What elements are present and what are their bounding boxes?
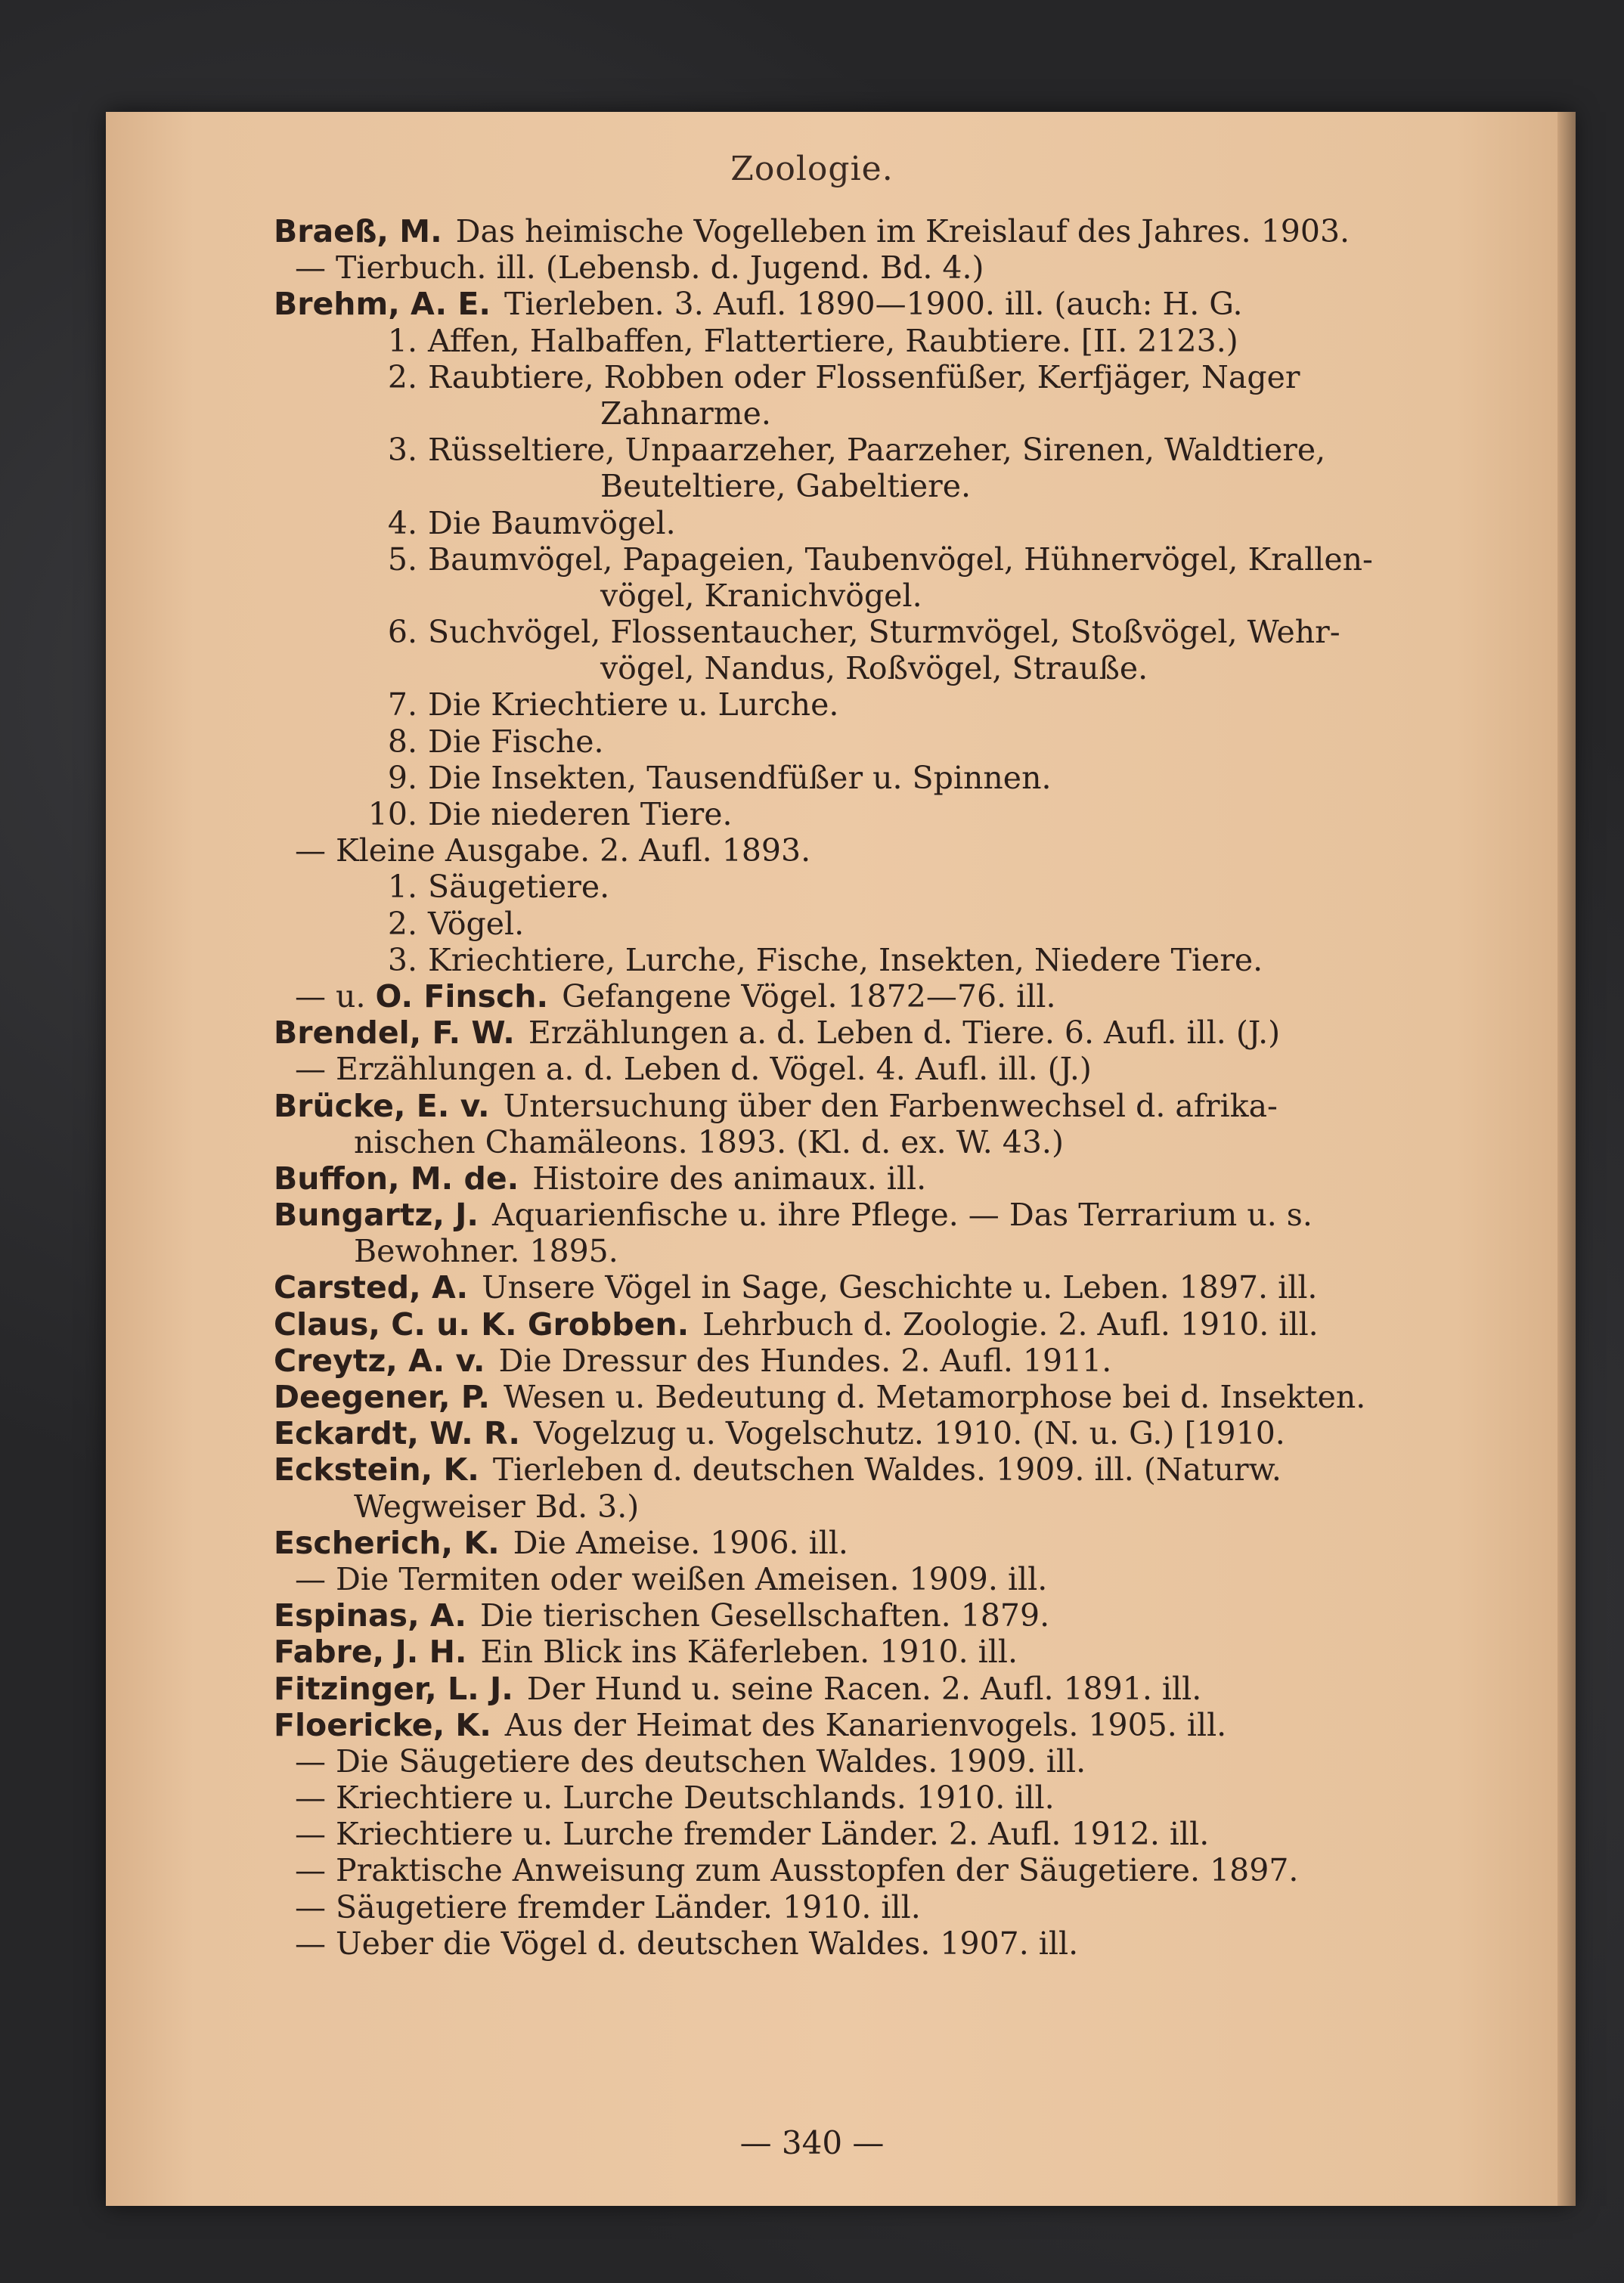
bibliography-list	[274, 213, 1430, 1962]
ditto-entry: — Kriechtiere u. Lurche fremder Länder. 2. Aufl. 1912. ill.	[295, 1816, 1210, 1853]
bibliography-line	[274, 1634, 1430, 1670]
entry-text: Vögel.	[428, 905, 525, 942]
bibliography-line	[274, 395, 1430, 432]
bibliography-line	[274, 578, 1430, 614]
bibliography-line	[274, 1160, 1430, 1197]
entry-text: Der Hund u. seine Racen. 2. Aufl. 1891. ill.	[526, 1670, 1202, 1707]
entry-text: Säugetiere.	[428, 869, 610, 906]
volume-number: 2.	[387, 905, 417, 942]
bibliography-line	[274, 1269, 1430, 1306]
ditto-entry: — Die Termiten oder weißen Ameisen. 1909. ill.	[295, 1560, 1048, 1597]
author-name: Floericke, K.	[274, 1706, 491, 1743]
bibliography-line	[274, 468, 1430, 504]
author-name: Espinas, A.	[274, 1597, 466, 1634]
bibliography-line	[274, 1852, 1430, 1888]
entry-text: Unsere Vögel in Sage, Geschichte u. Leben. 1897. ill.	[482, 1269, 1318, 1306]
bibliography-line	[274, 1451, 1430, 1488]
bibliography-line	[274, 686, 1430, 723]
bibliography-line	[274, 1415, 1430, 1451]
author-name: Claus, C. u. K. Grobben.	[274, 1306, 690, 1343]
bibliography-line	[274, 1014, 1430, 1051]
bibliography-line	[274, 869, 1430, 905]
ditto-entry: — Ueber die Vögel d. deutschen Waldes. 1907. ill.	[295, 1925, 1079, 1962]
bibliography-line	[274, 1525, 1430, 1561]
bibliography-line	[274, 1306, 1430, 1343]
author-name: Eckstein, K.	[274, 1451, 479, 1488]
entry-text: Die tierischen Gesellschaften. 1879.	[480, 1597, 1050, 1634]
author-name: Creytz, A. v.	[274, 1342, 485, 1379]
author-name: Eckardt, W. R.	[274, 1415, 520, 1452]
entry-text: Kriechtiere, Lurche, Fische, Insekten, Niedere Tiere.	[428, 941, 1263, 978]
bibliography-line	[274, 1707, 1430, 1743]
volume-number: 1.	[387, 322, 417, 359]
author-name: Deegener, P.	[274, 1379, 490, 1415]
bibliography-line	[274, 1889, 1430, 1925]
bibliography-line	[274, 359, 1430, 395]
entry-text: Die Insekten, Tausendfüßer u. Spinnen.	[428, 759, 1052, 796]
entry-text: Das heimische Vogelleben im Kreislauf des Jahres. 1903.	[455, 213, 1350, 249]
volume-number: 5.	[387, 541, 417, 578]
continuation-text: Wegweiser Bd. 3.)	[354, 1488, 640, 1525]
entry-text: Vogelzug u. Vogelschutz. 1910. (N. u. G.) [1910.	[533, 1415, 1285, 1452]
volume-number: 6.	[387, 614, 417, 651]
volume-number: 2.	[387, 358, 417, 395]
volume-number: 9.	[387, 759, 417, 796]
entry-text: Die Kriechtiere u. Lurche.	[428, 686, 839, 723]
bibliography-line	[274, 213, 1430, 249]
volume-number: 3.	[387, 941, 417, 978]
bibliography-line	[274, 1780, 1430, 1816]
continuation-text: Beuteltiere, Gabeltiere.	[600, 468, 971, 505]
ditto-entry: — Kleine Ausgabe. 2. Aufl. 1893.	[295, 832, 811, 869]
bibliography-line	[274, 1671, 1430, 1707]
author-name: Fitzinger, L. J.	[274, 1670, 513, 1707]
ditto-entry: — u.	[295, 977, 366, 1014]
entry-text: Affen, Halbaffen, Flattertiere, Raubtiere. [II. 2123.)	[428, 322, 1238, 359]
bibliography-line	[274, 249, 1430, 286]
continuation-text: vögel, Kranichvögel.	[600, 577, 922, 614]
entry-text: Untersuchung über den Farbenwechsel d. afrika-	[503, 1087, 1278, 1124]
ditto-entry: — Erzählungen a. d. Leben d. Vögel. 4. Aufl. ill. (J.)	[295, 1051, 1092, 1088]
bibliography-line	[274, 1597, 1430, 1634]
entry-text: Wesen u. Bedeutung d. Metamorphose bei d. Insekten.	[503, 1379, 1366, 1415]
bibliography-line	[274, 978, 1430, 1014]
bibliography-line	[274, 1743, 1430, 1780]
ditto-entry: — Säugetiere fremder Länder. 1910. ill.	[295, 1888, 921, 1925]
entry-text: Erzählungen a. d. Leben d. Tiere. 6. Aufl. ill. (J.)	[528, 1014, 1281, 1052]
continuation-text: vögel, Nandus, Roßvögel, Strauße.	[600, 650, 1148, 687]
entry-text: Rüsseltiere, Unpaarzeher, Paarzeher, Sirenen, Waldtiere,	[428, 432, 1326, 469]
entry-text: Tierleben d. deutschen Waldes. 1909. ill. (Naturw.	[492, 1451, 1282, 1488]
entry-text: Die niederen Tiere.	[428, 796, 733, 832]
entry-text: Tierleben. 3. Aufl. 1890—1900. ill. (auch: H. G.	[504, 286, 1243, 323]
entry-text: Aquarienfische u. ihre Pflege. — Das Terrarium u. s.	[492, 1197, 1313, 1234]
volume-number: 4.	[387, 504, 417, 541]
bibliography-line	[274, 1561, 1430, 1597]
bibliography-line	[274, 1816, 1430, 1852]
entry-text: Die Baumvögel.	[428, 504, 676, 541]
ditto-entry: — Die Säugetiere des deutschen Waldes. 1909. ill.	[295, 1742, 1086, 1780]
bibliography-line	[274, 760, 1430, 796]
author-name: Escherich, K.	[274, 1524, 500, 1561]
ditto-entry: — Tierbuch. ill. (Lebensb. d. Jugend. Bd. 4.)	[295, 249, 984, 287]
bibliography-line	[274, 1925, 1430, 1962]
bibliography-line	[274, 323, 1430, 359]
author-name: O. Finsch.	[375, 977, 549, 1014]
entry-text: Histoire des animaux. ill.	[532, 1160, 927, 1197]
author-name: Brendel, F. W.	[274, 1014, 515, 1052]
bibliography-line	[274, 286, 1430, 322]
bibliography-line	[274, 541, 1430, 578]
volume-number: 3.	[387, 432, 417, 469]
bibliography-line	[274, 505, 1430, 541]
author-name: Fabre, J. H.	[274, 1634, 467, 1671]
continuation-text: Bewohner. 1895.	[354, 1233, 618, 1270]
volume-number: 8.	[387, 723, 417, 760]
bibliography-line	[274, 432, 1430, 468]
bibliography-line	[274, 650, 1430, 686]
bibliography-line	[274, 832, 1430, 869]
bibliography-line	[274, 1379, 1430, 1415]
ditto-entry: — Kriechtiere u. Lurche Deutschlands. 1910. ill.	[295, 1780, 1055, 1817]
volume-number: 1.	[387, 869, 417, 906]
bibliography-line	[274, 723, 1430, 760]
page-number: — 340 —	[739, 2124, 885, 2161]
author-name: Bungartz, J.	[274, 1197, 479, 1234]
bibliography-line	[274, 942, 1430, 978]
ditto-entry: — Praktische Anweisung zum Ausstopfen der Säugetiere. 1897.	[295, 1852, 1299, 1889]
author-name: Braeß, M.	[274, 213, 442, 249]
bibliography-line	[274, 1051, 1430, 1087]
author-name: Brücke, E. v.	[274, 1087, 490, 1124]
volume-number: 10.	[367, 796, 417, 832]
entry-text: Lehrbuch d. Zoologie. 2. Aufl. 1910. ill.	[702, 1306, 1319, 1343]
bibliography-line	[274, 1197, 1430, 1233]
entry-text: Die Fische.	[428, 723, 604, 760]
entry-text: Raubtiere, Robben oder Flossenfüßer, Kerfjäger, Nager	[428, 358, 1300, 395]
continuation-text: nischen Chamäleons. 1893. (Kl. d. ex. W. 43.)	[354, 1123, 1064, 1160]
author-name: Buffon, M. de.	[274, 1160, 519, 1197]
bibliography-line	[274, 1343, 1430, 1379]
entry-text: Die Dressur des Hundes. 2. Aufl. 1911.	[498, 1342, 1112, 1379]
author-name: Brehm, A. E.	[274, 286, 491, 323]
bibliography-line	[274, 1233, 1430, 1269]
author-name: Carsted, A.	[274, 1269, 469, 1306]
bibliography-line	[274, 614, 1430, 650]
entry-text: Ein Blick ins Käferleben. 1910. ill.	[480, 1634, 1018, 1671]
entry-text: Aus der Heimat des Kanarienvogels. 1905. ill.	[504, 1706, 1227, 1743]
entry-text: Gefangene Vögel. 1872—76. ill.	[562, 977, 1056, 1014]
bibliography-line	[274, 906, 1430, 942]
bibliography-line	[274, 796, 1430, 832]
entry-text: Suchvögel, Flossentaucher, Sturmvögel, Stoßvögel, Wehr-	[428, 614, 1340, 651]
entry-text: Die Ameise. 1906. ill.	[513, 1524, 848, 1561]
page-gutter	[1557, 112, 1576, 2206]
bibliography-line	[274, 1088, 1430, 1124]
continuation-text: Zahnarme.	[600, 395, 771, 432]
page-header-title: Zoologie.	[730, 150, 894, 188]
entry-text: Baumvögel, Papageien, Taubenvögel, Hühnervögel, Krallen-	[428, 541, 1373, 578]
volume-number: 7.	[387, 686, 417, 723]
bibliography-line	[274, 1488, 1430, 1525]
bibliography-line	[274, 1124, 1430, 1160]
